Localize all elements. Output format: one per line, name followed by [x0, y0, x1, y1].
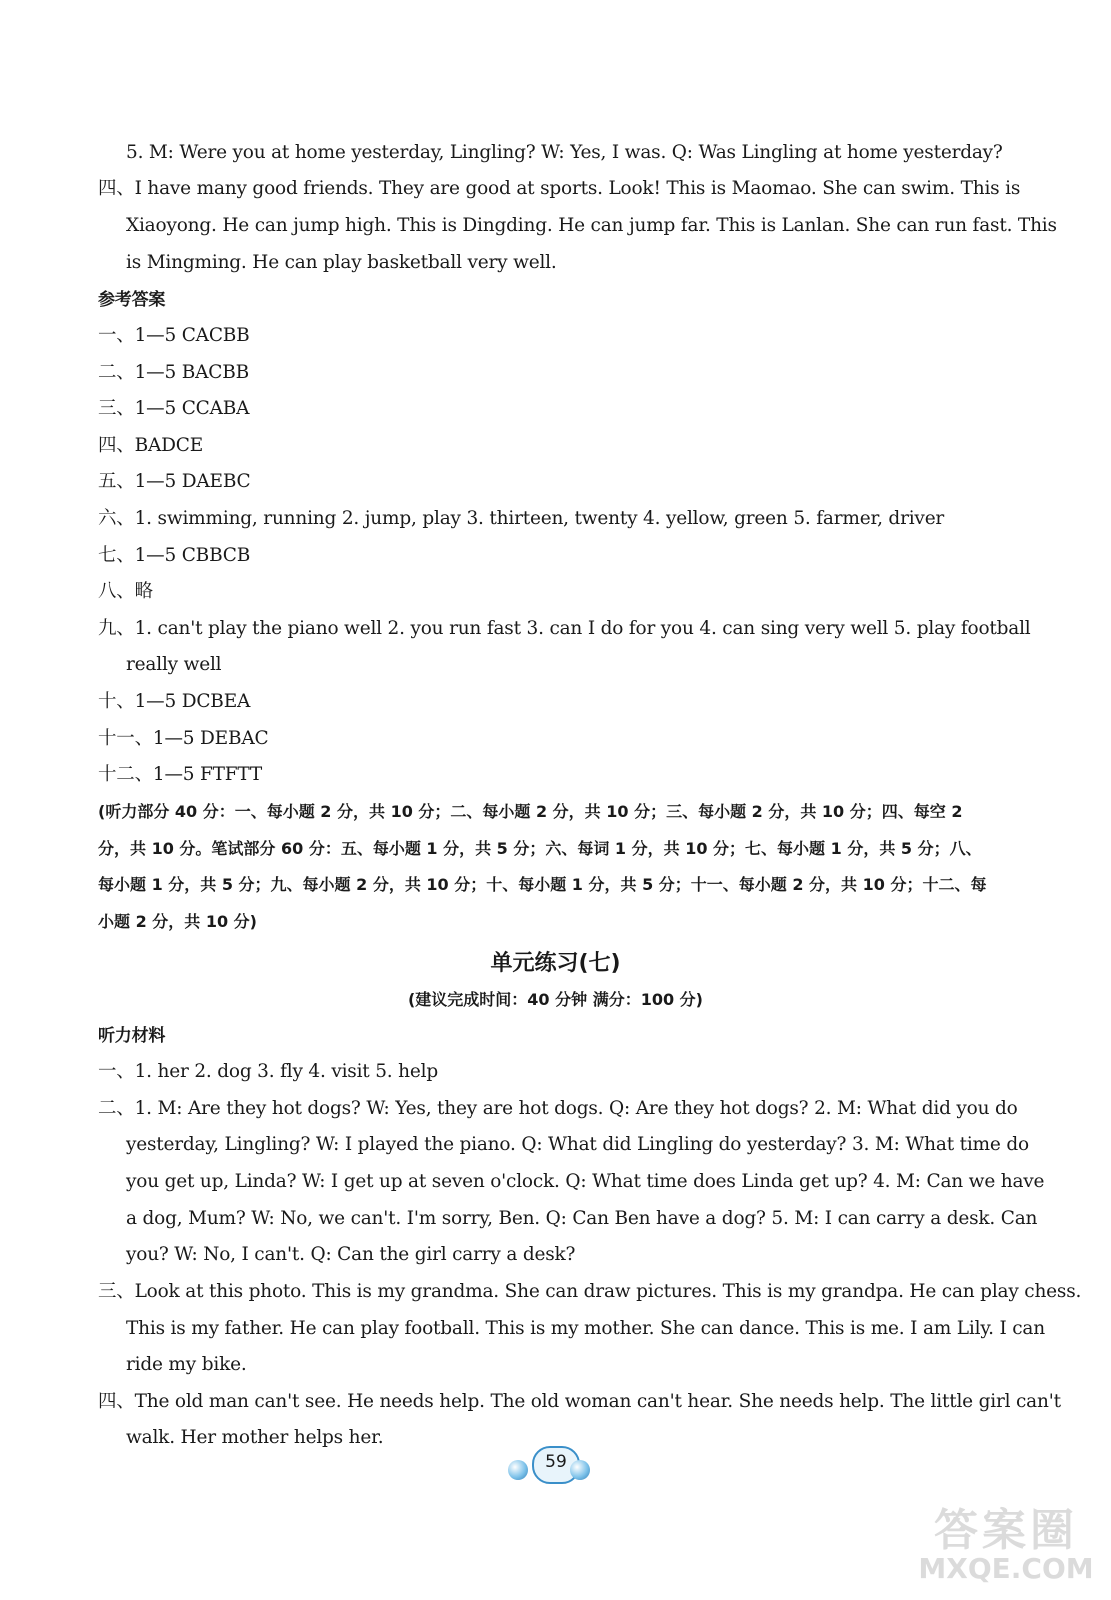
listening-line: is Mingming. He can play basketball very well. — [126, 252, 557, 273]
answer-item: 七、1—5 CBBCB — [98, 545, 251, 566]
scoring-note: 每小题 1 分，共 5 分；九、每小题 2 分，共 10 分；十、每小题 1 分，共 5 分；十一、每小题 2 分，共 10 分；十二、每 — [98, 875, 987, 894]
scoring-note: 小题 2 分，共 10 分) — [98, 912, 257, 931]
unit-title: 单元练习(七) — [490, 951, 621, 976]
listening-line: you get up, Linda? W: I get up at seven o'clock. Q: What time does Linda get up? 4. M: Can we have — [126, 1171, 1045, 1192]
listening-line: a dog, Mum? W: No, we can't. I'm sorry, Ben. Q: Can Ben have a dog? 5. M: I can carry a desk. Can — [126, 1208, 1038, 1229]
watermark-logo: 答案圈 — [934, 1505, 1078, 1556]
answer-item: 一、1—5 CACBB — [98, 325, 250, 346]
listening-line: yesterday, Lingling? W: I played the piano. Q: What did Lingling do yesterday? 3. M: What time do — [126, 1134, 1029, 1155]
scoring-note: (听力部分 40 分：一、每小题 2 分，共 10 分；二、每小题 2 分，共 10 分；三、每小题 2 分，共 10 分；四、每空 2 — [98, 802, 963, 821]
answer-item: 五、1—5 DAEBC — [98, 471, 251, 492]
listening-line: 三、Look at this photo. This is my grandma. She can draw pictures. This is my grandpa. He can play chess. — [98, 1281, 1082, 1302]
answer-item: 十、1—5 DCBEA — [98, 691, 251, 712]
watermark-url: MXQE.COM — [918, 1552, 1094, 1585]
answer-item: 三、1—5 CCABA — [98, 398, 250, 419]
listening-line: ride my bike. — [126, 1354, 247, 1375]
listening-line: 5. M: Were you at home yesterday, Lingling? W: Yes, I was. Q: Was Lingling at home yesterday? — [126, 142, 1003, 163]
listening-heading: 听力材料 — [98, 1026, 166, 1046]
listening-line: walk. Her mother helps her. — [126, 1427, 384, 1448]
listening-line: This is my father. He can play football. This is my mother. She can dance. This is me. I am Lily. I can — [126, 1318, 1045, 1339]
bubble-left-icon — [508, 1460, 528, 1480]
answer-item: 十一、1—5 DEBAC — [98, 728, 269, 749]
listening-line: 一、1. her 2. dog 3. fly 4. visit 5. help — [98, 1061, 438, 1082]
listening-line: 四、I have many good friends. They are good at sports. Look! This is Maomao. She can swim. This is — [98, 178, 1021, 199]
scoring-note: 分，共 10 分。笔试部分 60 分：五、每小题 1 分，共 5 分；六、每词 1 分，共 10 分；七、每小题 1 分，共 5 分；八、 — [98, 839, 982, 858]
listening-line: 二、1. M: Are they hot dogs? W: Yes, they are hot dogs. Q: Are they hot dogs? 2. M: What did you do — [98, 1098, 1018, 1119]
site-watermark — [906, 1494, 1106, 1594]
listening-line: Xiaoyong. He can jump high. This is Dingding. He can jump far. This is Lanlan. She can run fast. This — [126, 215, 1057, 236]
answer-item: 四、BADCE — [98, 435, 204, 456]
page-number-badge — [508, 1442, 602, 1492]
answer-item: 八、略 — [98, 581, 153, 602]
answers-heading: 参考答案 — [98, 290, 166, 310]
answer-item: 九、1. can't play the piano well 2. you run fast 3. can I do for you 4. can sing very well 5. play football — [98, 618, 1031, 639]
listening-line: 四、The old man can't see. He needs help. The old woman can't hear. She needs help. The little girl can't — [98, 1391, 1061, 1412]
answer-item: 二、1—5 BACBB — [98, 362, 250, 383]
answer-item: 六、1. swimming, running 2. jump, play 3. thirteen, twenty 4. yellow, green 5. farmer, driver — [98, 508, 945, 529]
answer-item: really well — [126, 654, 222, 675]
unit-subtitle: (建议完成时间：40 分钟 满分：100 分) — [407, 990, 703, 1009]
page-number: 59 — [545, 1452, 567, 1472]
listening-line: you? W: No, I can't. Q: Can the girl carry a desk? — [126, 1244, 576, 1265]
answer-item: 十二、1—5 FTFTT — [98, 764, 263, 785]
